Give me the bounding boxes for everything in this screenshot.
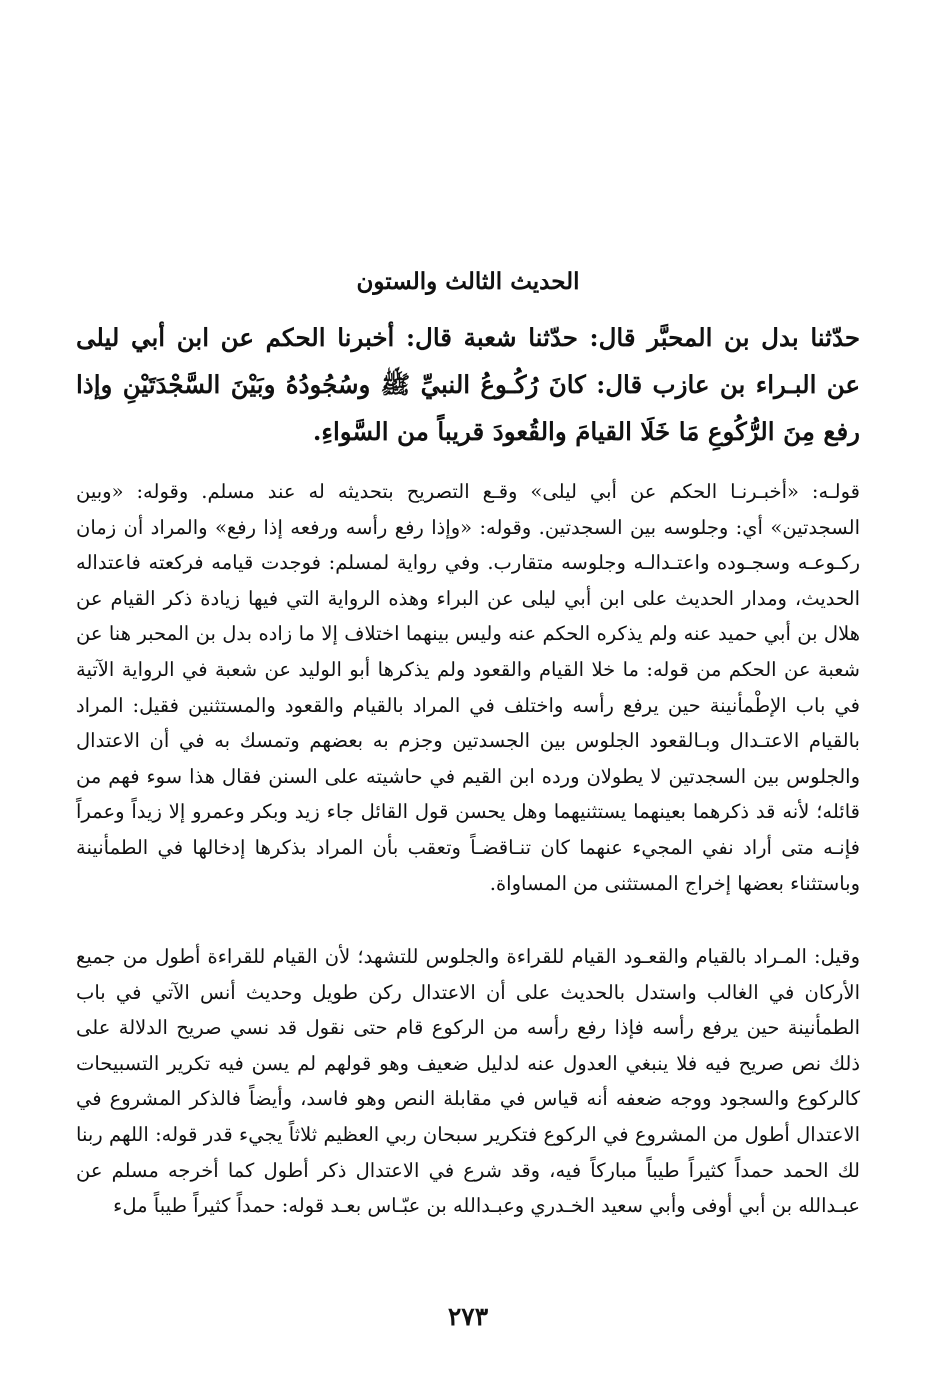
page-number: ٢٧٣	[447, 1302, 489, 1331]
hadith-heading: الحديث الثالث والستون	[356, 268, 580, 295]
hadith-text: حدّثنا بدل بن المحبَّر قال: حدّثنا شعبة قال: أخبرنا الحكم عن ابن أبي ليلى عن البـراء بن عازب قال: كانَ رُكُـوعُ النبيِّ ﷺ وسُجُودُهُ وبَيْنَ السَّجْدَتَيْنِ وإذا رفع مِنَ الرُّكُوعِ مَا خَلَا القيامَ والقُعودَ قريباً من السَّواءِ.	[76, 323, 860, 446]
commentary-paragraph-1: قولـه: «أخبـرنـا الحكم عن أبي ليلى» وقـع التصريح بتحديثه له عند مسلم. وقوله: «وبين السجدتين» أي: وجلوسه بين السجدتين. وقوله: «وإذا رفع رأسه ورفعه إذا رفع» والمراد أن زمان ركـوعـه وسجـوده واعتـدالـه وجلوسه متقارب. وفي رواية لمسلم: فوجدت قيامه فركعته فاعتداله الحديث، ومدار الحديث على ابن أبي ليلى عن البراء وهذه الرواية التي فيها زيادة ذكر القيام عن هلال بن أبي حميد عنه ولم يذكره الحكم عنه وليس بينهما اختلاف إلا ما زاده بدل بن المحبر هنا عن شعبة عن الحكم من قوله: ما خلا القيام والقعود ولم يذكرها أبو الوليد عن شعبة في الرواية الآتية في باب الإطْمأنينة حين يرفع رأسه واختلف في المراد بالقيام والقعود والمستثنين فقيل: المراد بالقيام الاعتـدال وبـالقعود الجلوس بين الجسدتين وجزم به بعضهم وتمسك به في أن الاعتدال والجلوس بين السجدتين لا يطولان ورده ابن القيم في حاشيته على السنن فقال هذا سوء فهم من قائله؛ لأنه قد ذكرهما بعينهما يستثنيهما وهل يحسن قول القائل جاء زيد وبكر وعمرو إلا زيداً وعمراً فإنـه متى أراد نفي المجيء عنهما كان تنـاقضـاً وتعقب بأن المراد بذكرها إدخالها في الطمأنينة وباستثناء بعضها إخراج المستثنى من المساواة.	[76, 480, 860, 895]
commentary-paragraph-2: وقيل: المـراد بالقيام والقعـود القيام للقراءة والجلوس للتشهد؛ لأن القيام للقراءة أطول من جميع الأركان في الغالب واستدل بالحديث على أن الاعتدال ركن طويل وحديث أنس الآتي في باب الطمأنينة حين يرفع رأسه فإذا رفع رأسه من الركوع قام حتى نقول قد نسي صريح الدلالة على ذلك نص صريح فيه فلا ينبغي العدول عنه لدليل ضعيف وهو قولهم لم يسن فيه تكرير التسبيحات كالركوع والسجود ووجه ضعفه أنه قياس في مقابلة النص وهو فاسد، وأيضاً فالذكر المشروع في الاعتدال أطول من المشروع في الركوع فتكرير سبحان ربي العظيم ثلاثاً يجيء قدر قوله: اللهم ربنا لك الحمد حمداً كثيراً طيباً مباركاً فيه، وقد شرع في الاعتدال ذكر أطول كما أخرجه مسلم عن عبـدالله بن أبي أوفى وأبي سعيد الخـدري وعبـدالله بن عبّـاس بعـد قوله: حمداً كثيراً طيباً ملء	[76, 945, 860, 1218]
